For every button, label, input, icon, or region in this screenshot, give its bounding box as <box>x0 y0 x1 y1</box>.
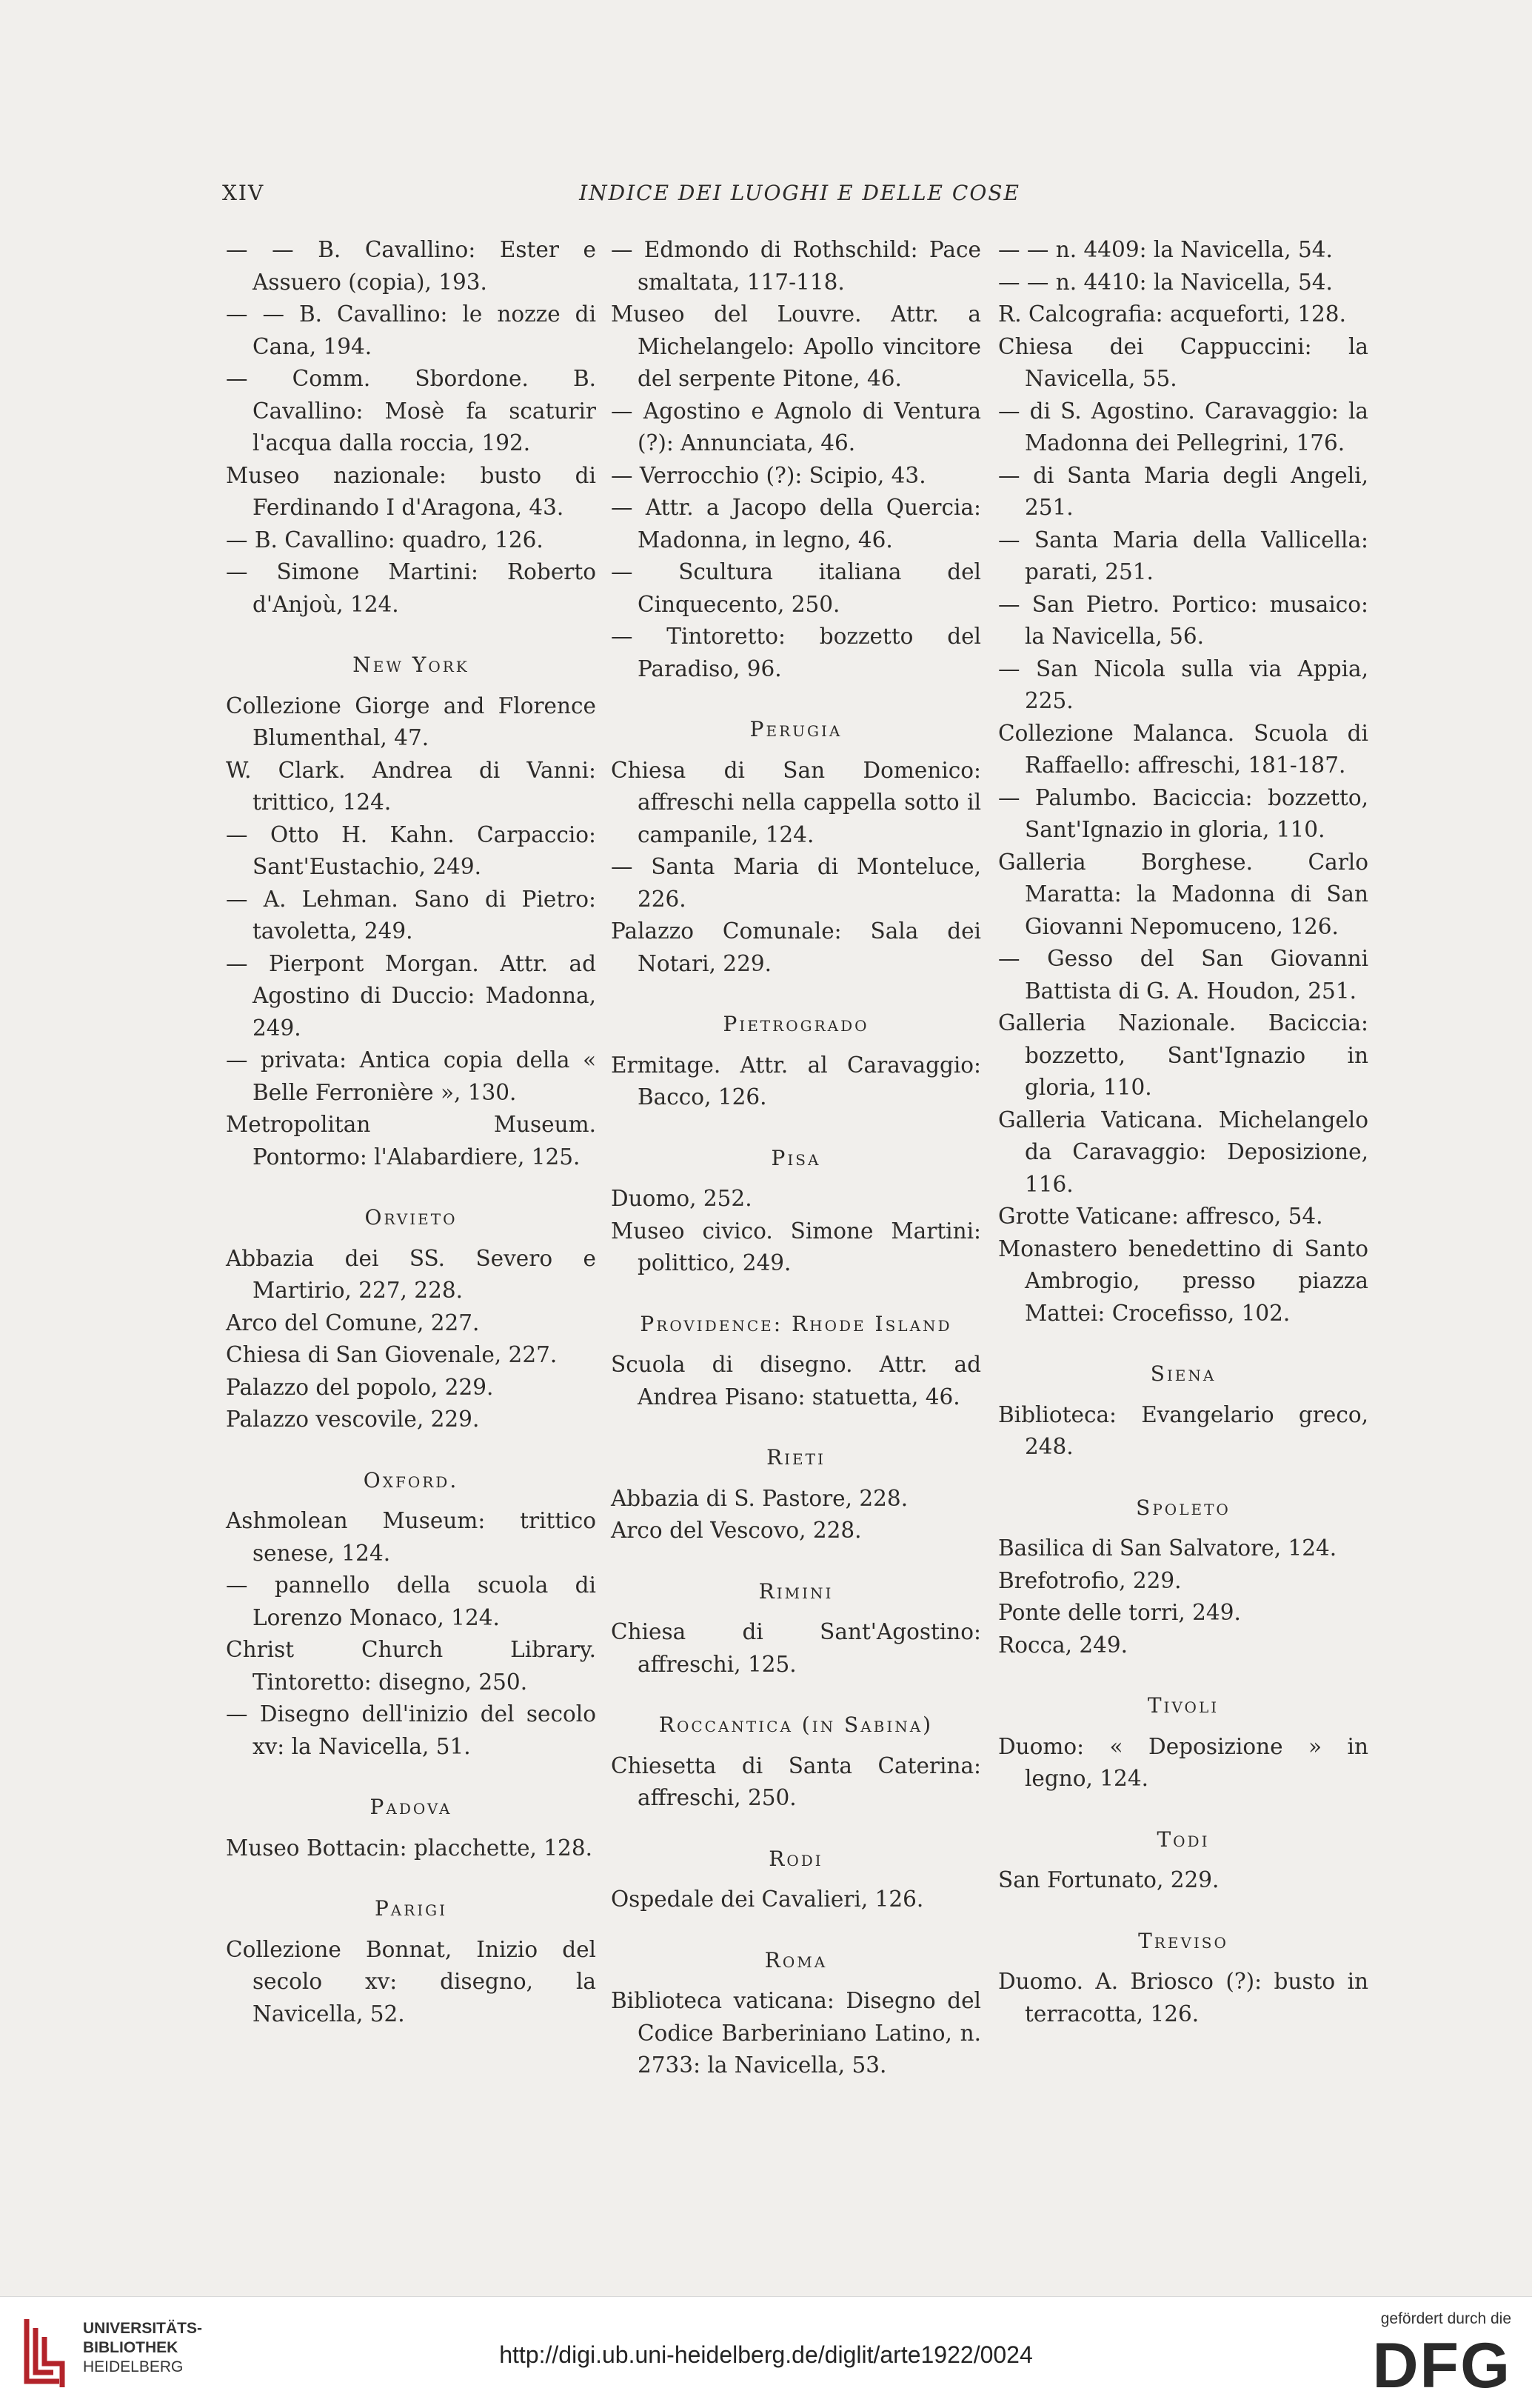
index-entry: — San Pietro. Portico: musaico: la Navicella, 56. <box>998 591 1368 649</box>
running-head <box>222 181 1377 210</box>
index-column-1 <box>226 234 596 2030</box>
index-entry: — — n. 4409: la Navicella, 54. <box>998 237 1333 262</box>
index-entry: Galleria Vaticana. Michelangelo da Caravaggio: Deposizione, 116. <box>998 1107 1368 1197</box>
section-heading: Perugia <box>749 717 843 741</box>
index-entry: — — n. 4410: la Navicella, 54. <box>998 269 1333 295</box>
index-entry: Collezione Malanca. Scuola di Raffaello: affreschi, 181-187. <box>998 720 1368 778</box>
page-title: INDICE DEI LUOGHI E DELLE COSE <box>579 181 1020 205</box>
index-entry: Chiesa dei Cappuccini: la Navicella, 55. <box>998 333 1368 391</box>
index-entry: Chiesa di San Giovenale, 227. <box>226 1342 558 1367</box>
index-entry: Basilica di San Salvatore, 124. <box>998 1535 1337 1561</box>
index-entry: — B. Cavallino: quadro, 126. <box>226 527 543 553</box>
library-name-line-1: UNIVERSITÄTS- <box>83 2320 203 2337</box>
index-entry: — privata: Antica copia della « Belle Ferronière », 130. <box>226 1047 596 1105</box>
index-entry: — Pierpont Morgan. Attr. ad Agostino di Duccio: Madonna, 249. <box>226 950 596 1041</box>
index-entry: Metropolitan Museum. Pontormo: l'Alabardiere, 125. <box>226 1112 596 1170</box>
section-heading: Pietrogrado <box>723 1012 869 1036</box>
dfg-logo[interactable]: DFG <box>1372 2330 1511 2401</box>
section-heading: Orvieto <box>364 1205 458 1230</box>
index-column-3 <box>998 234 1368 2030</box>
index-entry: Abbazia di S. Pastore, 228. <box>611 1485 909 1511</box>
index-entry: Duomo: « Deposizione » in legno, 124. <box>998 1733 1368 1791</box>
section-heading: Siena <box>1150 1361 1217 1386</box>
section-heading: Todi <box>1157 1827 1210 1852</box>
section-heading: Padova <box>369 1795 452 1819</box>
index-entry: Scuola di disegno. Attr. ad Andrea Pisano: statuetta, 46. <box>611 1352 981 1410</box>
index-entry: Museo del Louvre. Attr. a Michelangelo: Apollo vincitore del serpente Pitone, 46. <box>611 301 981 391</box>
index-entry: San Fortunato, 229. <box>998 1867 1220 1892</box>
index-entry: — di S. Agostino. Caravaggio: la Madonna dei Pellegrini, 176. <box>998 398 1368 456</box>
index-entry: Museo Bottacin: placchette, 128. <box>226 1835 592 1861</box>
index-entry: Arco del Vescovo, 228. <box>611 1518 862 1543</box>
index-entry: Ashmolean Museum: trittico senese, 124. <box>226 1508 596 1566</box>
index-entry: W. Clark. Andrea di Vanni: trittico, 124. <box>226 757 596 815</box>
index-entry: Brefotrofio, 229. <box>998 1567 1182 1593</box>
index-entry: Palazzo Comunale: Sala dei Notari, 229. <box>611 918 981 976</box>
index-entry: — Agostino e Agnolo di Ventura (?): Annunciata, 46. <box>611 398 981 456</box>
index-entry: Grotte Vaticane: affresco, 54. <box>998 1204 1323 1229</box>
index-entry: — Palumbo. Baciccia: bozzetto, Sant'Ignazio in gloria, 110. <box>998 784 1368 842</box>
index-entry: Ospedale dei Cavalieri, 126. <box>611 1887 924 1912</box>
index-entry: — Simone Martini: Roberto d'Anjoù, 124. <box>226 559 596 617</box>
section-heading: Providence: Rhode Island <box>640 1311 952 1336</box>
library-name-line-3: HEIDELBERG <box>83 2358 184 2375</box>
section-heading: Roma <box>764 1947 828 1972</box>
index-entry: Chiesetta di Santa Caterina: affreschi, 250. <box>611 1752 981 1810</box>
index-entry: — Santa Maria di Monteluce, 226. <box>611 854 981 912</box>
index-entry: — — B. Cavallino: le nozze di Cana, 194. <box>226 301 596 359</box>
section-heading: Pisa <box>771 1145 821 1170</box>
funding-caption: gefördert durch die <box>1380 2310 1511 2327</box>
index-entry: Abbazia dei SS. Severo e Martirio, 227, 228. <box>226 1245 596 1303</box>
index-entry: — Comm. Sbordone. B. Cavallino: Mosè fa scaturir l'acqua dalla roccia, 192. <box>226 366 596 456</box>
index-entry: Ponte delle torri, 249. <box>998 1600 1241 1625</box>
index-entry: Monastero benedettino di Santo Ambrogio, presso piazza Mattei: Crocefisso, 102. <box>998 1235 1368 1326</box>
index-entry: Galleria Nazionale. Baciccia: bozzetto, Sant'Ignazio in gloria, 110. <box>998 1010 1368 1100</box>
index-entry: Museo civico. Simone Martini: polittico, 249. <box>611 1218 981 1275</box>
index-entry: — Disegno dell'inizio del secolo xv: la Navicella, 51. <box>226 1701 596 1759</box>
index-entry: — Scultura italiana del Cinquecento, 250. <box>611 559 981 617</box>
index-entry: — Tintoretto: bozzetto del Paradiso, 96. <box>611 624 981 681</box>
section-heading: Treviso <box>1138 1928 1228 1953</box>
index-entry: — Verrocchio (?): Scipio, 43. <box>611 462 926 488</box>
index-entry: Collezione Bonnat, Inizio del secolo xv: disegno, la Navicella, 52. <box>226 1936 596 2027</box>
section-heading: Rieti <box>766 1445 826 1470</box>
permalink-url[interactable]: http://digi.ub.uni-heidelberg.de/diglit/arte1922/0024 <box>499 2341 1033 2368</box>
index-entry: — A. Lehman. Sano di Pietro: tavoletta, 249. <box>226 886 596 944</box>
section-heading: Tivoli <box>1147 1693 1220 1718</box>
index-entry: — pannello della scuola di Lorenzo Monaco, 124. <box>226 1572 596 1630</box>
index-entry: — San Nicola sulla via Appia, 225. <box>998 656 1368 713</box>
index-entry: Arco del Comune, 227. <box>226 1310 480 1335</box>
section-heading: Rodi <box>769 1846 823 1871</box>
index-entry: Biblioteca vaticana: Disegno del Codice Barberiniano Latino, n. 2733: la Navicella, 53. <box>611 1988 981 2078</box>
section-heading: Roccantica (in Sabina) <box>658 1712 934 1737</box>
page-number: XIV <box>222 181 265 205</box>
index-entry: Chiesa di San Domenico: affreschi nella cappella sotto il campanile, 124. <box>611 757 981 847</box>
section-heading: New York <box>352 653 469 677</box>
index-entry: Museo nazionale: busto di Ferdinando I d'Aragona, 43. <box>226 462 596 520</box>
index-entry: Biblioteca: Evangelario greco, 248. <box>998 1401 1368 1459</box>
index-entry: Galleria Borghese. Carlo Maratta: la Madonna di San Giovanni Nepomuceno, 126. <box>998 849 1368 939</box>
viewer-footer <box>0 2296 1532 2408</box>
index-entry: Palazzo del popolo, 229. <box>226 1374 494 1400</box>
index-entry: Duomo, 252. <box>611 1186 752 1211</box>
library-name-line-2: BIBLIOTHEK <box>83 2339 178 2356</box>
section-heading: Parigi <box>374 1896 448 1921</box>
index-entry: — Gesso del San Giovanni Battista di G. A. Houdon, 251. <box>998 946 1368 1004</box>
index-entry: Christ Church Library. Tintoretto: disegno, 250. <box>226 1637 596 1695</box>
section-heading: Oxford. <box>363 1467 459 1493</box>
index-entry: Rocca, 249. <box>998 1632 1128 1658</box>
index-entry: Palazzo vescovile, 229. <box>226 1407 480 1432</box>
index-entry: Duomo. A. Briosco (?): busto in terracotta, 126. <box>998 1969 1368 2027</box>
index-entry: — Santa Maria della Vallicella: parati, 251. <box>998 527 1368 584</box>
index-entry: Collezione Giorge and Florence Blumenthal, 47. <box>226 693 596 750</box>
index-entry: — Edmondo di Rothschild: Pace smaltata, 117-118. <box>611 237 981 295</box>
index-entry: Ermitage. Attr. al Caravaggio: Bacco, 126. <box>611 1052 981 1110</box>
index-entry: — di Santa Maria degli Angeli, 251. <box>998 462 1368 520</box>
index-entry: Chiesa di Sant'Agostino: affreschi, 125. <box>611 1619 981 1677</box>
index-entry: R. Calcografia: acqueforti, 128. <box>998 301 1346 327</box>
section-heading: Spoleto <box>1136 1495 1231 1520</box>
index-entry: — — B. Cavallino: Ester e Assuero (copia), 193. <box>226 237 596 295</box>
section-heading: Rimini <box>758 1578 834 1604</box>
index-entry: — Attr. a Jacopo della Quercia: Madonna, in legno, 46. <box>611 495 981 553</box>
index-column-2 <box>611 234 981 2082</box>
index-entry: — Otto H. Kahn. Carpaccio: Sant'Eustachio, 249. <box>226 821 596 879</box>
